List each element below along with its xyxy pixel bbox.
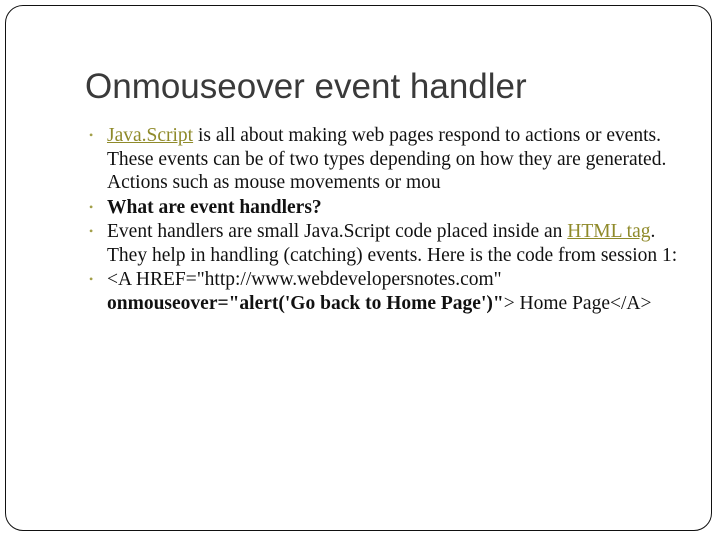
bullet-icon: • — [89, 224, 94, 238]
bullet-item-javascript — [89, 124, 697, 195]
bullet-icon: • — [89, 199, 94, 214]
code-bold-text: onmouseover="alert('Go back to Home Page')" — [107, 292, 504, 314]
bullet-text: Event handlers are small Java.Script code placed inside an — [107, 221, 568, 242]
slide-frame — [5, 5, 712, 531]
javascript-link[interactable]: Java.Script — [107, 125, 194, 146]
bullet-icon: • — [89, 272, 94, 286]
slide-title: Onmouseover event handler — [85, 67, 527, 106]
bullet-item-question — [89, 196, 697, 220]
code-text: > Home Page</A> — [503, 292, 652, 314]
bullet-text: is all about making web pages respond to actions or events. These events can be of two types depending on how they are generated. Actions such as mouse movements or mou — [107, 125, 667, 193]
bullet-icon: • — [89, 128, 94, 142]
html-tag-link[interactable]: HTML tag — [567, 221, 651, 242]
bullet-heading: What are event handlers? — [107, 196, 322, 218]
bullet-list — [89, 124, 697, 316]
code-text: <A HREF="http://www.webdevelopersnotes.com" — [107, 269, 502, 290]
bullet-item-event-handlers — [89, 220, 697, 267]
bullet-text: . They help in handling (catching) events. Here is the code from session 1: — [107, 221, 678, 266]
bullet-item-code — [89, 268, 697, 315]
